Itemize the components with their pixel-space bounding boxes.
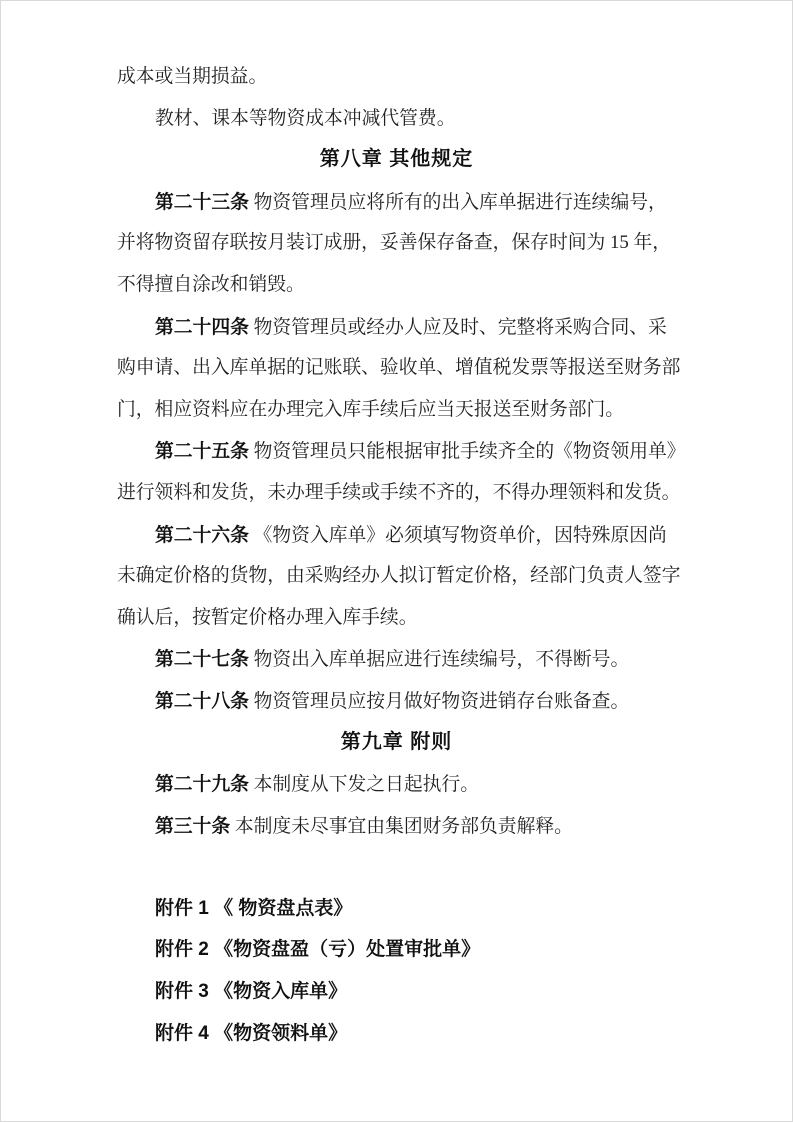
attachment-label: 附件 4 《物资领料单》 <box>155 1022 348 1044</box>
attachment-label: 附件 2 《物资盘盈（亏）处置审批单》 <box>155 939 481 961</box>
article-number: 第二十九条 <box>155 773 249 795</box>
line-text: 进行领料和发货，未办理手续或手续不齐的，不得办理领料和发货。 <box>117 481 681 503</box>
attachment-line <box>117 929 676 971</box>
document-line <box>117 306 676 348</box>
document-line <box>117 181 676 223</box>
line-text: 门，相应资料应在办理完入库手续后应当天报送至财务部门。 <box>117 398 625 420</box>
attachment-label: 附件 1 《 物资盘点表》 <box>155 897 353 919</box>
document-line <box>117 638 676 680</box>
line-text: 物资管理员或经办人应及时、完整将采购合同、采 <box>248 316 667 338</box>
document-line <box>117 472 681 514</box>
document-line <box>117 264 676 306</box>
line-text: 本制度从下发之日起执行。 <box>248 774 479 796</box>
line-text: 成本或当期损益。 <box>117 66 268 87</box>
article-number: 第二十六条 <box>155 523 249 545</box>
blank-line <box>117 846 676 888</box>
line-text: 本制度未尽事宜由集团财务部负责解释。 <box>230 815 573 837</box>
document-line <box>117 347 681 389</box>
attachment-line <box>117 888 676 930</box>
line-text: 教材、课本等物资成本冲减代管费。 <box>155 107 456 129</box>
chapter-heading <box>117 139 676 181</box>
document-line <box>117 222 676 264</box>
document-line <box>117 98 676 140</box>
line-text: 确认后，按暂定价格办理入库手续。 <box>117 606 418 628</box>
article-number: 第二十三条 <box>155 190 249 212</box>
document-line <box>117 56 676 98</box>
document-line <box>117 555 681 597</box>
document-line <box>117 763 676 805</box>
attachment-label: 附件 3 《物资入库单》 <box>155 981 348 1003</box>
document-line <box>117 389 676 431</box>
line-text: 未确定价格的货物，由采购经办人拟订暂定价格，经部门负责人签字 <box>117 565 681 587</box>
article-number: 第二十四条 <box>155 315 249 337</box>
article-number: 第二十八条 <box>155 689 249 711</box>
article-number: 第三十条 <box>155 814 231 836</box>
line-text: 物资出入库单据应进行连续编号，不得断号。 <box>248 649 630 671</box>
document-line <box>117 514 676 556</box>
chapter-heading-text: 第九章 附则 <box>340 730 453 753</box>
article-number: 第二十五条 <box>155 440 249 462</box>
attachment-line <box>117 971 676 1013</box>
line-text: 并将物资留存联按月装订成册，妥善保存备查，保存时间为 15 年， <box>117 232 672 254</box>
document-line <box>117 680 676 722</box>
line-text: 购申请、出入库单据的记账联、验收单、增值税发票等报送至财务部 <box>117 357 681 379</box>
line-text: 物资管理员应将所有的出入库单据进行连续编号， <box>248 191 667 213</box>
document-line <box>117 597 676 639</box>
line-text: 物资管理员应按月做好物资进销存台账备查。 <box>248 690 630 712</box>
document-line <box>117 430 686 472</box>
article-number: 第二十七条 <box>155 648 249 670</box>
attachment-line <box>117 1013 676 1055</box>
line-text: 《物资入库单》必须填写物资单价，因特殊原因尚 <box>248 524 667 546</box>
line-text: 不得擅自涂改和销毁。 <box>117 273 305 295</box>
chapter-heading-text: 第八章 其他规定 <box>319 148 474 171</box>
document-line <box>117 805 676 847</box>
chapter-heading <box>117 722 676 764</box>
line-text: 物资管理员只能根据审批手续齐全的《物资领用单》 <box>248 441 686 463</box>
